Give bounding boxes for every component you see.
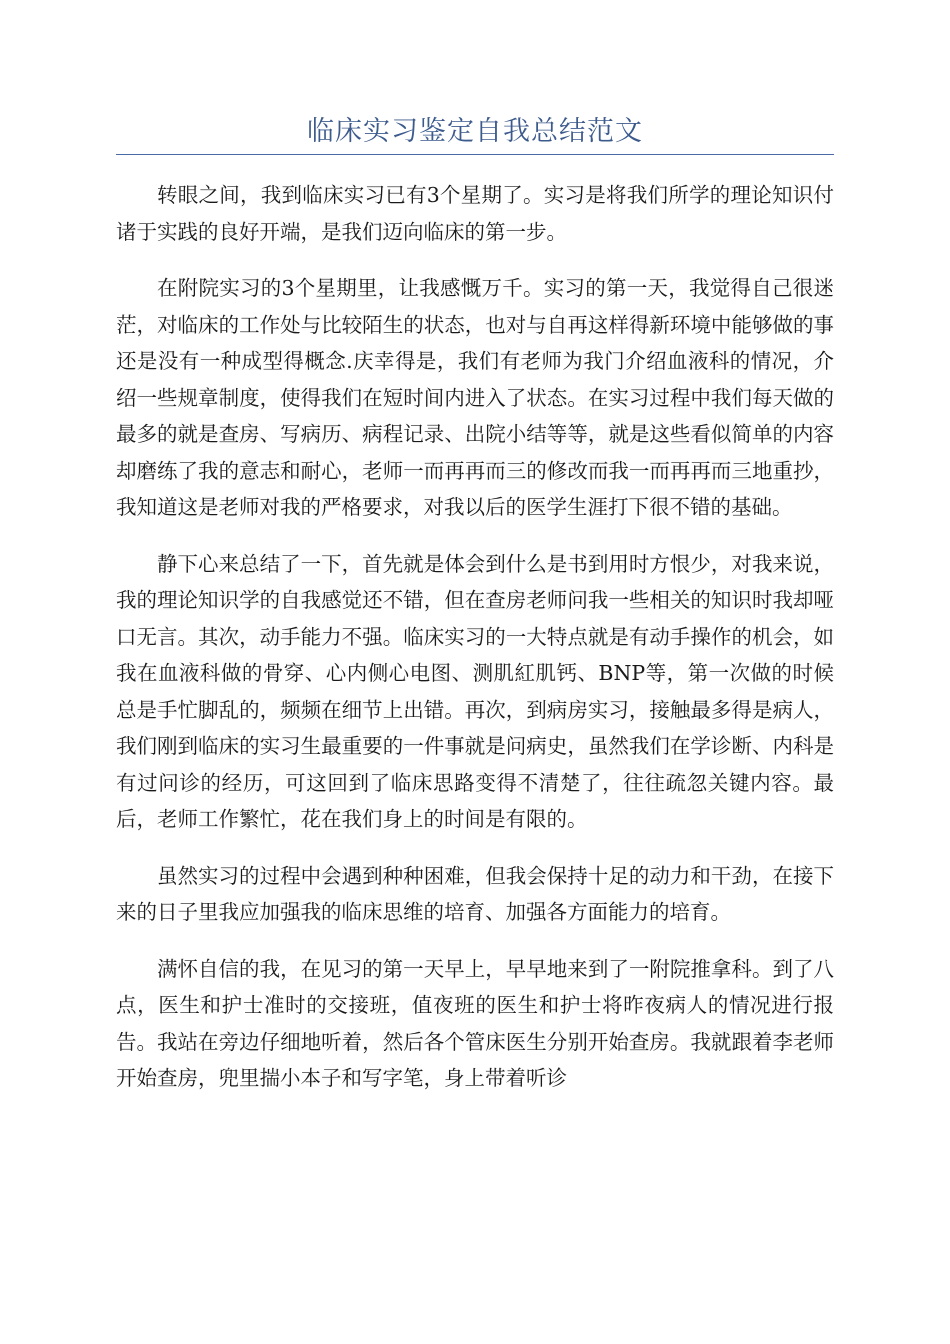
title-underline	[116, 154, 834, 155]
document-title: 临床实习鉴定自我总结范文	[307, 116, 643, 147]
document-body	[116, 177, 834, 1117]
paragraph-1: 转眼之间，我到临床实习已有3个星期了。实习是将我们所学的理论知识付诸于实践的良好开端，是我们迈向临床的第一步。	[116, 183, 834, 244]
paragraph-5: 满怀自信的我，在见习的第一天早上，早早地来到了一附院推拿科。到了八点，医生和护士准时的交接班，值夜班的医生和护士将昨夜病人的情况进行报告。我站在旁边仔细地听着，然后各个管床医生分别开始查房。我就跟着李老师开始查房，兜里揣小本子和写字笔，身上带着听诊	[116, 956, 834, 1090]
paragraph-3: 静下心来总结了一下，首先就是体会到什么是书到用时方恨少，对我来说，我的理论知识学的自我感觉还不错，但在查房老师问我一些相关的知识时我却哑口无言。其次，动手能力不强。临床实习的一大特点就是有动手操作的机会，如我在血液科做的骨穿、心内侧心电图、测肌紅肌钙、BNP等，第一次做的时候总是手忙脚乱的，频频在细节上出错。再次，到病房实习，接触最多得是病人，我们刚到临床的实习生最重要的一件事就是问病史，虽然我们在学诊断、内科是有过问诊的经历，可这回到了临床思路变得不清楚了，往往疏忽关键内容。最后，老师工作繁忙，花在我们身上的时间是有限的。	[116, 551, 834, 831]
paragraph-4: 虽然实习的过程中会遇到种种困难，但我会保持十足的动力和干劲，在接下来的日子里我应加强我的临床思维的培育、加强各方面能力的培育。	[116, 863, 834, 924]
paragraph-2: 在附院实习的3个星期里，让我感慨万千。实习的第一天，我觉得自己很迷茫，对临床的工作处与比较陌生的状态，也对与自再这样得新环境中能够做的事还是没有一种成型得概念.庆幸得是，我们有老师为我门介绍血液科的情况，介绍一些规章制度，使得我们在短时间内进入了状态。在实习过程中我们每天做的最多的就是查房、写病历、病程记录、出院小结等等，就是这些看似简单的内容却磨练了我的意志和耐心，老师一而再再而三的修改而我一而再再而三地重抄，我知道这是老师对我的严格要求，对我以后的医学生涯打下很不错的基础。	[116, 276, 834, 519]
